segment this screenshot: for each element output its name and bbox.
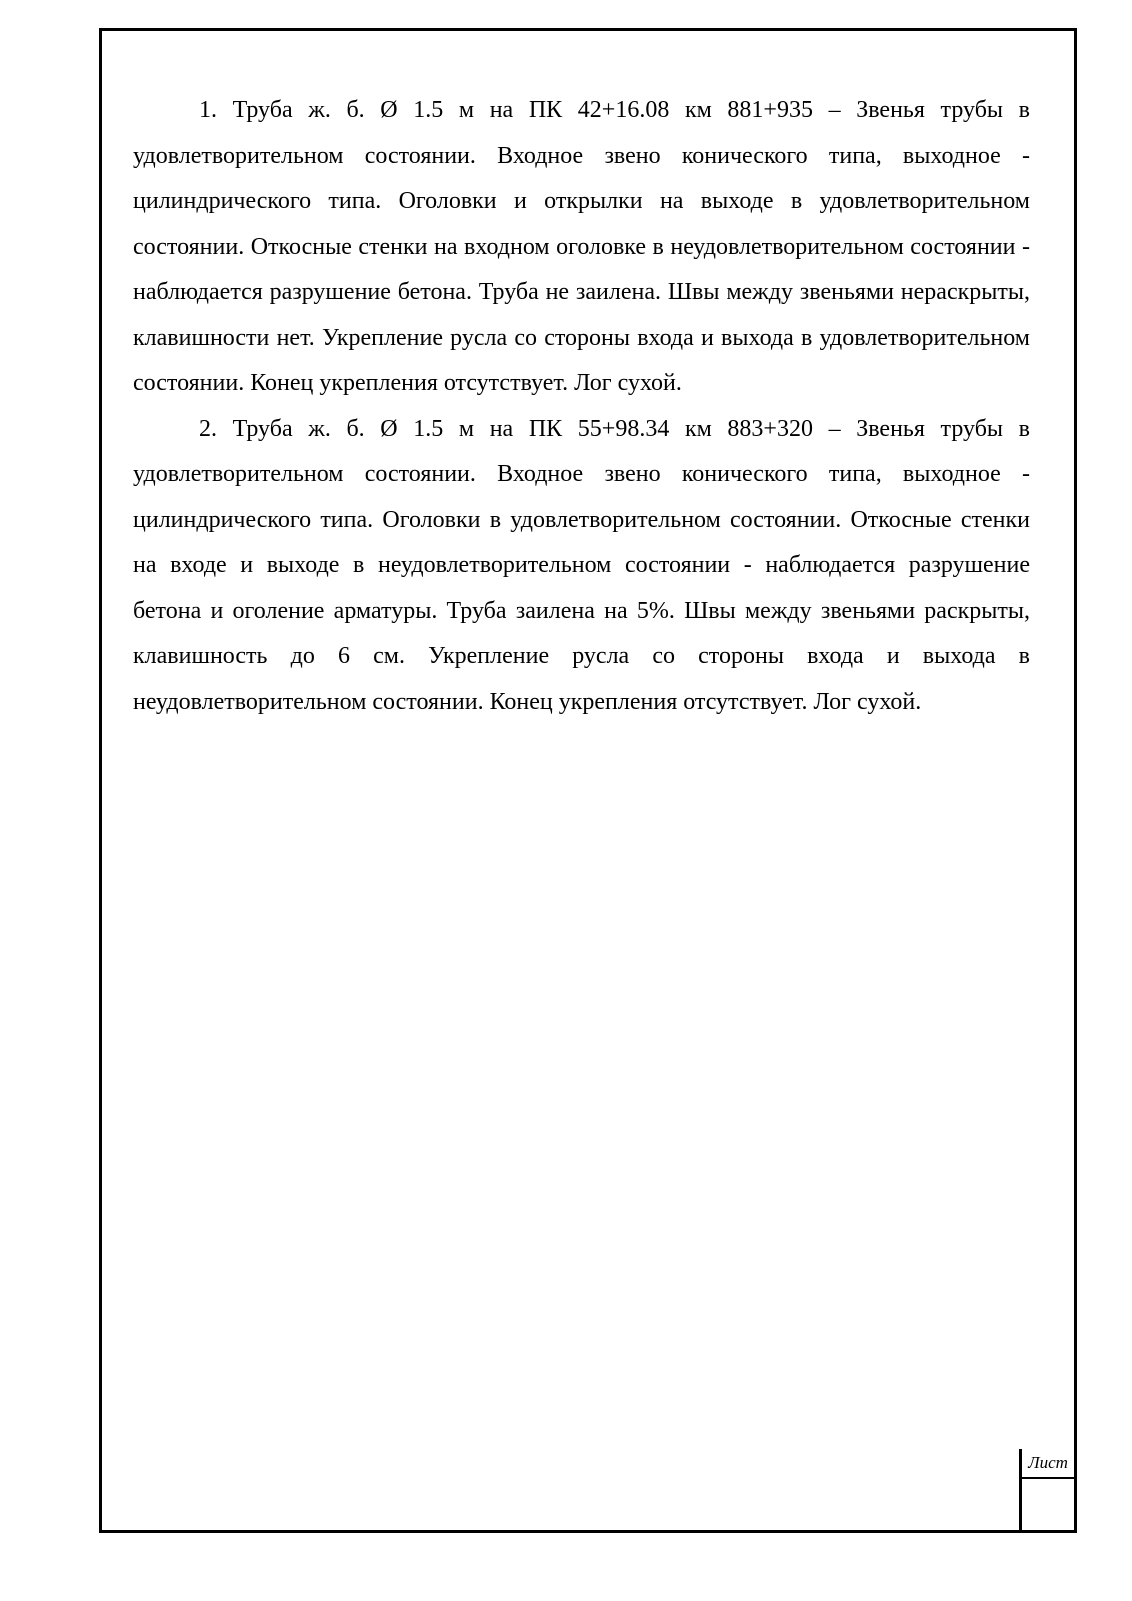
culvert-description-2: 2. Труба ж. б. Ø 1.5 м на ПК 55+98.34 км 883+320 – Звенья трубы в удовлетворительном состоянии. Входное звено конического типа, выходное - цилиндрического типа. Оголовки в удовлетворительном состоянии. Откосные стенки на входе и выходе в неудовлетворительном состоянии - наблюдается разрушение бетона и оголение арматуры. Труба заилена на 5%. Швы между звеньями раскрыты, клавишность до 6 см. Укрепление русла со стороны входа и выхода в неудовлетворительном состоянии. Конец укрепления отсутствует. Лог сухой. [133,415,1030,715]
document-body [133,88,1030,725]
sheet-label: Лист [1022,1449,1074,1479]
sheet-number [1022,1479,1074,1529]
sheet-number-stamp [1019,1449,1074,1530]
culvert-description-1: 1. Труба ж. б. Ø 1.5 м на ПК 42+16.08 км 881+935 – Звенья трубы в удовлетворительном состоянии. Входное звено конического типа, выходное - цилиндрического типа. Оголовки и открылки на выходе в удовлетворительном состоянии. Откосные стенки на входном оголовке в неудовлетворительном состоянии - наблюдается разрушение бетона. Труба не заилена. Швы между звеньями нераскрыты, клавишности нет. Укрепление русла со стороны входа и выхода в удовлетворительном состоянии. Конец укрепления отсутствует. Лог сухой. [133,97,1030,396]
